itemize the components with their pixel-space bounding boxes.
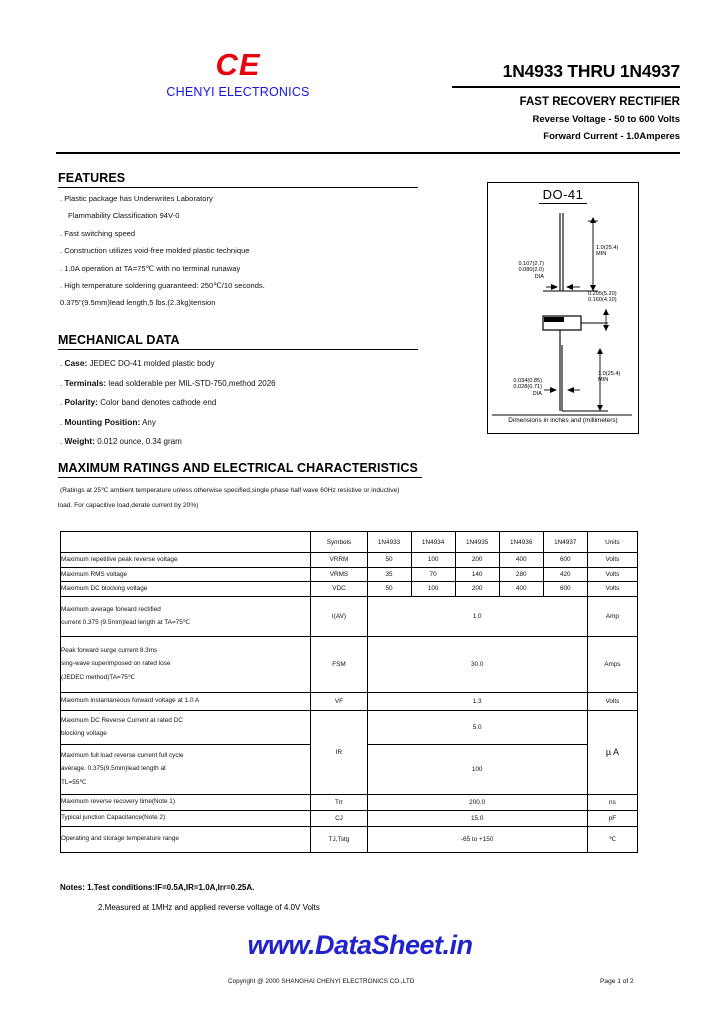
row-desc: Maximum repetitive peak reverse voltage [61, 553, 311, 568]
table-row [61, 567, 638, 582]
lead-dia-max: 0.034(0.85) [513, 378, 542, 384]
table-row [61, 692, 638, 710]
row-desc-line: (JEDEC method)TA=75℃ [61, 673, 136, 681]
company-logo [118, 48, 358, 100]
features-list [60, 194, 430, 316]
row-units: Volts [587, 567, 637, 582]
row-units: Volts [587, 553, 637, 568]
ratings-rule [58, 477, 422, 478]
row-desc [61, 636, 311, 692]
row-desc [61, 596, 311, 636]
body-len-min: 0.160(4.10) [588, 297, 617, 304]
row-desc-line: TL=55℃ [61, 778, 87, 786]
mechanical-item-value: Color band denotes cathode end [100, 398, 217, 407]
row-desc: Maximum DC blocking voltage [61, 582, 311, 597]
bottom-lead-min-label: MIN [598, 377, 609, 384]
specifications-table [60, 531, 638, 853]
mechanical-item-label: Terminals: [64, 377, 107, 388]
table-row [61, 810, 638, 826]
page-number: Page 1 of 2 [600, 978, 634, 985]
row-value-1n4937: 420 [543, 567, 587, 582]
row-units: pF [587, 810, 637, 826]
row-value-1n4935: 140 [455, 567, 499, 582]
mechanical-item: . Case: JEDEC DO-41 molded plastic body [60, 358, 215, 368]
body-length-dimension [588, 291, 636, 304]
row-desc-line: Maximum DC Reverse Current at rated DC [61, 716, 183, 724]
row-value-1n4933: 50 [367, 553, 411, 568]
package-title-text: DO-41 [539, 187, 588, 204]
reverse-voltage-spec: Reverse Voltage - 50 to 600 Volts [532, 114, 680, 125]
mechanical-item: . Polarity: Color band denotes cathode end [60, 397, 217, 407]
row-value-1n4934: 100 [411, 582, 455, 597]
top-lead-value: 1.0(25.4) [596, 245, 619, 251]
col-header-1n4937: 1N4937 [543, 532, 587, 553]
col-header-1n4933: 1N4933 [367, 532, 411, 553]
col-header-desc [61, 532, 311, 553]
table-row [61, 582, 638, 597]
mechanical-item-value: Any [142, 417, 156, 427]
row-symbol: Trr [311, 794, 367, 810]
note-1: Notes: 1.Test conditions:IF=0.5A,IR=1.0A,Irr=0.25A. [60, 883, 255, 892]
watermark[interactable]: www.DataSheet.in [247, 930, 473, 960]
row-value-1n4935: 200 [455, 553, 499, 568]
header-titles [452, 60, 680, 145]
col-header-1n4936: 1N4936 [499, 532, 543, 553]
row-span-value: 5.0 [367, 710, 587, 744]
body-dia-max: 0.107(2.7) [518, 261, 544, 267]
row-symbol: VF [311, 692, 367, 710]
col-header-symbols: Symbols [311, 532, 367, 553]
row-desc-line: Maximum full load reverse current full cycle [61, 751, 184, 759]
mechanical-title: MECHANICAL DATA [58, 333, 180, 347]
features-rule [58, 187, 418, 188]
row-span-value: 1.0 [367, 596, 587, 636]
row-span-value: 1.3 [367, 692, 587, 710]
header-bottom-rule [56, 152, 680, 154]
row-symbol: VRMS [311, 567, 367, 582]
copyright-notice: Copyright @ 2000 SHANGHAI CHENYI ELECTRONICS CO.,LTD [228, 978, 415, 985]
row-symbol: CJ [311, 810, 367, 826]
table-row [61, 826, 638, 852]
row-desc [61, 744, 311, 794]
col-header-units: Units [587, 532, 637, 553]
row-value-1n4936: 280 [499, 567, 543, 582]
body-dia-min: 0.080(2.0) [518, 267, 544, 274]
mechanical-item-value: lead solderable per MIL-STD-750,method 2026 [108, 378, 276, 388]
feature-item: . 1.0A operation at TA=75℃ with no terminal runaway [60, 263, 241, 273]
mechanical-item: . Terminals: lead solderable per MIL-STD-750,method 2026 [60, 377, 276, 388]
ratings-section [58, 461, 422, 478]
logo-mark: CE [215, 47, 261, 82]
table-row [61, 553, 638, 568]
row-span-value: 100 [367, 744, 587, 794]
ratings-title: MAXIMUM RATINGS AND ELECTRICAL CHARACTERISTICS [58, 461, 418, 475]
mechanical-item: . Mounting Position: Any [60, 416, 156, 427]
table-row [61, 636, 638, 692]
row-units: µ A [587, 710, 637, 794]
row-desc: Typical junction Capacitance(Note 2) [61, 810, 311, 826]
mechanical-item-label: Mounting Position: [64, 416, 141, 427]
body-diameter-dimension [492, 261, 544, 280]
row-symbol: VRRM [311, 553, 367, 568]
feature-item: Flammability Classification 94V-0 [68, 211, 180, 221]
notes-block [60, 878, 320, 918]
mechanical-rule [58, 349, 418, 350]
lead-diameter-dimension [490, 378, 542, 397]
row-desc-line: Peak forward surge current 8.3ms [61, 646, 158, 654]
row-units: ns [587, 794, 637, 810]
ratings-note-line2: load. For capacitive load,derate current by 20%) [58, 502, 199, 509]
package-units-footer: Dimensions in inches and (millimeters) [508, 417, 618, 424]
row-units: Volts [587, 692, 637, 710]
feature-item: . High temperature soldering guaranteed: 250℃/10 seconds. [60, 280, 265, 290]
company-name: CHENYI ELECTRONICS [166, 85, 310, 99]
top-lead-min-label: MIN [596, 251, 607, 258]
bottom-lead-length-dimension [598, 371, 636, 384]
mechanical-item-label: Polarity: [64, 397, 98, 407]
row-desc: Maximum instantaneous forward voltage at 1.0 A [61, 692, 311, 710]
col-header-1n4935: 1N4935 [455, 532, 499, 553]
table-row [61, 710, 638, 744]
note-2: 2.Measured at 1MHz and applied reverse voltage of 4.0V Volts [98, 903, 320, 912]
row-units: Volts [587, 582, 637, 597]
mechanical-item-value: JEDEC DO-41 molded plastic body [89, 359, 215, 368]
body-dia-label: DIA [534, 273, 544, 280]
row-value-1n4936: 400 [499, 553, 543, 568]
feature-item: . Fast switching speed [60, 228, 136, 238]
mechanical-item: . Weight: 0.012 ounce, 0.34 gram [60, 436, 182, 446]
mechanical-item-label: Case: [64, 358, 88, 368]
table-row [61, 794, 638, 810]
row-desc: Operating and storage temperature range [61, 826, 311, 852]
row-desc [61, 710, 311, 744]
row-symbol: TJ,Tstg [311, 826, 367, 852]
lead-dia-min: 0.028(0.71) [513, 384, 542, 391]
package-drawing [487, 182, 639, 434]
row-desc: Maximum reverse recovery time(Note 1) [61, 794, 311, 810]
table-header-row [61, 532, 638, 553]
features-section [58, 171, 418, 188]
header-rule [452, 86, 680, 88]
mechanical-list [60, 359, 430, 457]
row-value-1n4933: 50 [367, 582, 411, 597]
row-units: ℃ [587, 826, 637, 852]
mechanical-section [58, 333, 418, 350]
col-header-1n4934: 1N4934 [411, 532, 455, 553]
body-len-max: 0.205(5.20) [588, 291, 617, 297]
row-value-1n4934: 100 [411, 553, 455, 568]
row-value-1n4937: 600 [543, 553, 587, 568]
row-symbol: VDC [311, 582, 367, 597]
row-desc-line: average. 0.375(9.5mm)lead length at [61, 765, 166, 773]
feature-item: . Plastic package has Underwrites Laboratory [60, 194, 213, 203]
ratings-note-line1: (Ratings at 25℃ ambient temperature unless otherwise specified,single phase half wave 60Hz resistive or inductive) [60, 487, 400, 494]
row-value-1n4935: 200 [455, 582, 499, 597]
row-desc: Maximum RMS voltage [61, 567, 311, 582]
mechanical-item-label: Weight: [64, 436, 96, 446]
row-span-value: 200.0 [367, 794, 587, 810]
row-units: Amp [587, 596, 637, 636]
row-value-1n4937: 600 [543, 582, 587, 597]
part-range-title: 1N4933 THRU 1N4937 [502, 61, 680, 81]
top-lead-length-dimension [596, 245, 636, 258]
product-type: FAST RECOVERY RECTIFIER [519, 96, 680, 108]
row-desc-line: current 0.375 (9.5mm)lead length at TA=75℃ [61, 619, 190, 626]
row-desc-line: sing-wave superimposed on rated lose [61, 660, 171, 668]
row-desc-line: blocking voltage [61, 730, 107, 737]
lead-dia-label: DIA [532, 390, 542, 397]
features-title: FEATURES [58, 171, 126, 185]
row-span-value: -65 to +150 [367, 826, 587, 852]
mechanical-item-value: 0.012 ounce, 0.34 gram [97, 437, 182, 446]
row-units: Amps [587, 636, 637, 692]
row-value-1n4934: 70 [411, 567, 455, 582]
forward-current-spec: Forward Current - 1.0Amperes [543, 131, 680, 142]
table-row [61, 596, 638, 636]
row-symbol: I(AV) [311, 596, 367, 636]
bottom-lead-value: 1.0(25.4) [598, 371, 621, 377]
feature-item: 0.375"(9.5mm)lead length,5 lbs.(2.3kg)tension [60, 298, 216, 308]
row-span-value: 30.0 [367, 636, 587, 692]
row-symbol: FSM [311, 636, 367, 692]
row-span-value: 15.0 [367, 810, 587, 826]
row-value-1n4936: 400 [499, 582, 543, 597]
row-desc-line: Maximum average forward rectified [61, 605, 161, 613]
row-value-1n4933: 35 [367, 567, 411, 582]
row-symbol: IR [311, 710, 367, 794]
feature-item: . Construction utilizes void-free molded plastic technique [60, 246, 250, 256]
